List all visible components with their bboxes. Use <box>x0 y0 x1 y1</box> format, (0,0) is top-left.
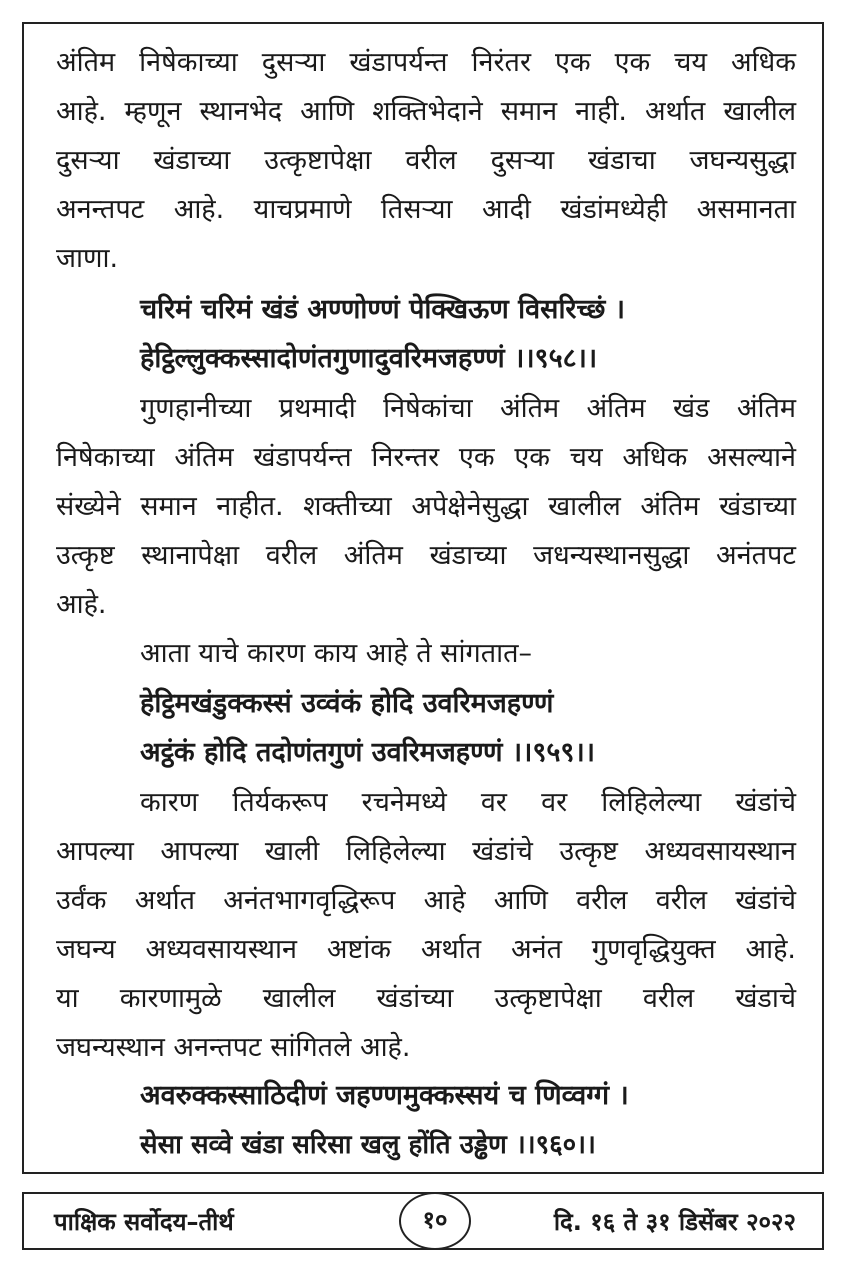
paragraph-1-line: दुसऱ्या खंडाच्या उत्कृष्टापेक्षा वरील दुसऱ्या खंडाचा जघन्यसुद्धा <box>56 145 796 176</box>
verse-960-line: सेसा सव्वे खंडा सरिसा खलु होंति उड्ढेण ।।९६०।। <box>140 1130 596 1160</box>
paragraph-1-line: जाणा. <box>56 243 119 274</box>
paragraph-4-line: उर्वंक अर्थात अनंतभागवृद्धिरूप आहे आणि वरील वरील खंडांचे <box>56 885 796 916</box>
paragraph-1-line: अनन्तपट आहे. याचप्रमाणे तिसऱ्या आदी खंडांमध्येही असमानता <box>56 194 796 225</box>
verse-959-line: हेट्ठिमखंडुक्कस्सं उव्वंकं होदि उवरिमजहण्णं <box>140 688 554 719</box>
paragraph-4-line: या कारणामुळे खालील खंडांच्या उत्कृष्टापेक्षा वरील खंडाचे <box>56 983 796 1014</box>
verse-958-line: चरिमं चरिमं खंडं अण्णोण्णं पेक्खिऊण विसरिच्छं । <box>140 294 625 325</box>
paragraph-1-line: अंतिम निषेकाच्या दुसऱ्या खंडापर्यन्त निरंतर एक एक चय अधिक <box>56 47 796 78</box>
verse-959-line: अट्ठंकं होदि तदोणंतगुणं उवरिमजहण्णं ।।९५९।। <box>140 737 595 768</box>
paragraph-1-line: आहे. म्हणून स्थानभेद आणि शक्तिभेदाने समान नाही. अर्थात खालील <box>56 96 796 127</box>
paragraph-4-line: कारण तिर्यकरूप रचनेमध्ये वर वर लिहिलेल्या खंडांचे <box>140 787 796 818</box>
paragraph-4-line: जघन्यस्थान अनन्तपट सांगितले आहे. <box>56 1032 411 1063</box>
paragraph-2-line: आहे. <box>56 589 107 620</box>
publication-name: पाक्षिक सर्वोदय–तीर्थ <box>54 1208 234 1236</box>
paragraph-2-line: निषेकाच्या अंतिम खंडापर्यन्त निरन्तर एक एक चय अधिक असल्याने <box>56 442 796 473</box>
verse-958-line: हेट्ठिल्लुक्कस्सादोणंतगुणादुवरिमजहण्णं ।।९५८।। <box>140 343 598 374</box>
paragraph-2-line: उत्कृष्ट स्थानापेक्षा वरील अंतिम खंडाच्या जधन्यस्थानसुद्धा अनंतपट <box>56 540 796 571</box>
paragraph-2-line: संख्येने समान नाहीत. शक्तीच्या अपेक्षेनेसुद्धा खालील अंतिम खंडाच्या <box>56 491 796 522</box>
verse-960-line: अवरुक्कस्साठिदीणं जहण्णमुक्कस्सयं च णिव्वग्गं । <box>140 1080 629 1111</box>
paragraph-4-line: आपल्या आपल्या खाली लिहिलेल्या खंडांचे उत्कृष्ट अध्यवसायस्थान <box>56 836 796 867</box>
page-footer <box>22 1192 824 1250</box>
paragraph-4-line: जघन्य अध्यवसायस्थान अष्टांक अर्थात अनंत गुणवृद्धियुक्त आहे. <box>56 934 796 965</box>
paragraph-3-line: आता याचे कारण काय आहे ते सांगतात– <box>140 638 532 669</box>
paragraph-2-line: गुणहानीच्या प्रथमादी निषेकांचा अंतिम अंतिम खंड अंतिम <box>140 393 796 424</box>
issue-date: दि. १६ ते ३१ डिसेंबर २०२२ <box>553 1208 796 1236</box>
page-number: १० <box>399 1192 471 1250</box>
